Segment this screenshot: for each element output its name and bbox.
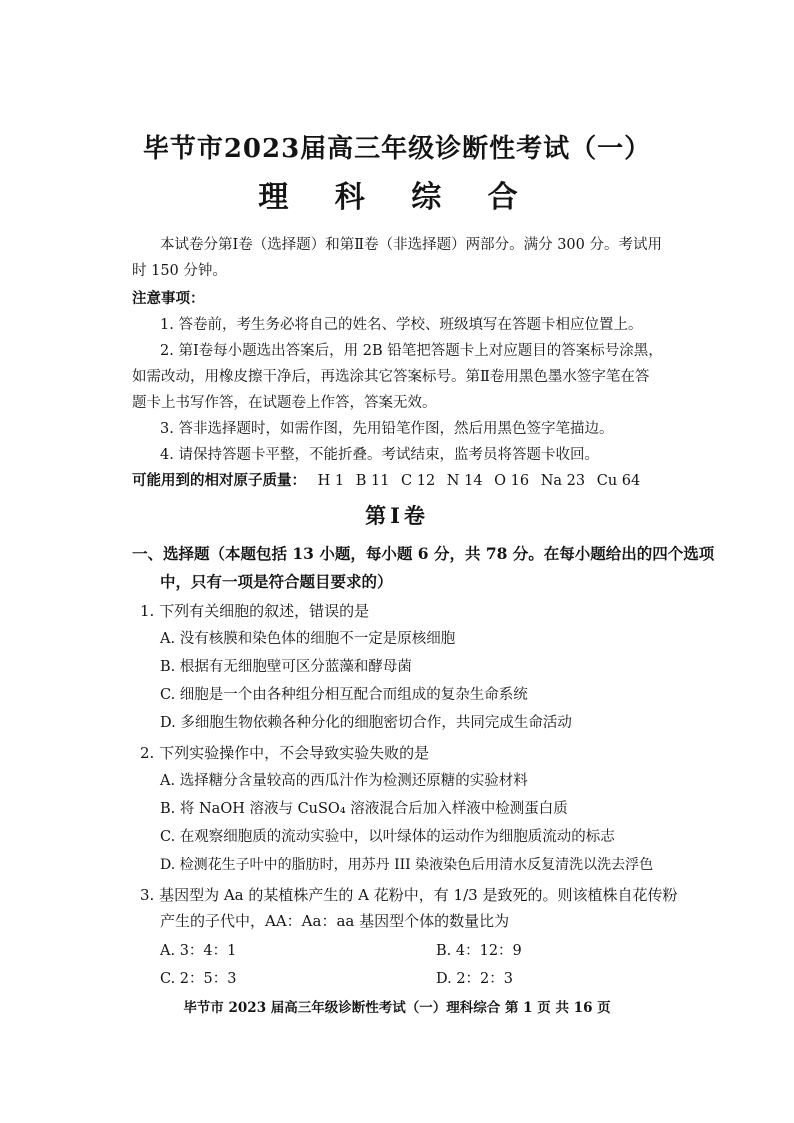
- question-3-option-d: D. 2：2：3: [436, 971, 514, 987]
- note-3: 3. 答非选择题时，如需作图，先用铅笔作图，然后用黑色签字笔描边。: [160, 421, 614, 437]
- question-1-option-a: A. 没有核膜和染色体的细胞不一定是原核细胞: [160, 631, 456, 647]
- question-2-option-d: D. 检测花生子叶中的脂肪时，用苏丹 III 染液染色后用清水反复清洗以洗去浮色: [160, 857, 654, 873]
- page-footer: 毕节市 2023 届高三年级诊断性考试（一）理科综合 第 1 页 共 16 页: [183, 1000, 611, 1016]
- atomic-mass-label: 可能用到的相对原子质量：: [132, 472, 306, 489]
- question-2-option-b: B. 将 NaOH 溶液与 CuSO₄ 溶液混合后加入样液中检测蛋白质: [160, 801, 568, 817]
- section-title: 第Ⅰ卷: [365, 503, 429, 528]
- question-1-option-c: C. 细胞是一个由各种组分相互配合而组成的复杂生命系统: [160, 687, 528, 703]
- atomic-mass-item: N 14: [446, 473, 483, 489]
- intro-line-2: 时 150 分钟。: [132, 263, 227, 279]
- part-heading-line-1: 一、选择题（本题包括 13 小题，每小题 6 分，共 78 分。在每小题给出的四个选项: [132, 544, 715, 563]
- part-heading-line-2: 中，只有一项是符合题目要求的）: [160, 572, 393, 591]
- atomic-mass-item: B 11: [355, 473, 390, 489]
- intro-line-1: 本试卷分第Ⅰ卷（选择题）和第Ⅱ卷（非选择题）两部分。满分 300 分。考试用: [160, 237, 662, 253]
- note-1: 1. 答卷前，考生务必将自己的姓名、学校、班级填写在答题卡相应位置上。: [160, 317, 643, 333]
- atomic-mass-item: H 1: [317, 473, 345, 489]
- question-3-stem-line-1: 3. 基因型为 Aa 的某植株产生的 A 花粉中，有 1/3 是致死的。则该植株自花传粉: [140, 886, 678, 904]
- atomic-mass-item: Cu 64: [596, 473, 641, 489]
- exam-subject-title: 理 科 综 合: [258, 180, 536, 215]
- question-3-option-a: A. 3：4：1: [160, 943, 237, 959]
- exam-title: 毕节市2023届高三年级诊断性考试（一）: [142, 134, 652, 164]
- atomic-mass-item: C 12: [401, 473, 436, 489]
- question-3-option-b: B. 4：12：9: [436, 943, 522, 959]
- note-2-line-2: 如需改动，用橡皮擦干净后，再选涂其它答案标号。第Ⅱ卷用黑色墨水签字笔在答: [132, 369, 650, 385]
- question-1-stem: 1. 下列有关细胞的叙述，错误的是: [140, 602, 370, 620]
- note-4: 4. 请保持答题卡平整，不能折叠。考试结束，监考员将答题卡收回。: [160, 447, 599, 463]
- note-2-line-1: 2. 第Ⅰ卷每小题选出答案后，用 2B 铅笔把答题卡上对应题目的答案标号涂黑，: [160, 343, 663, 359]
- notes-heading: 注意事项：: [132, 290, 205, 307]
- atomic-mass-item: O 16: [494, 473, 530, 489]
- question-3-stem-line-2: 产生的子代中，AA：Aa：aa 基因型个体的数量比为: [160, 912, 510, 930]
- question-1-option-b: B. 根据有无细胞壁可区分蓝藻和酵母菌: [160, 659, 412, 675]
- question-2-option-c: C. 在观察细胞质的流动实验中，以叶绿体的运动作为细胞质流动的标志: [160, 829, 615, 845]
- question-1-option-d: D. 多细胞生物依赖各种分化的细胞密切合作，共同完成生命活动: [160, 715, 572, 731]
- atomic-mass-item: Na 23: [540, 473, 586, 489]
- atomic-mass-row: [132, 474, 647, 489]
- note-2-line-3: 题卡上书写作答，在试题卷上作答，答案无效。: [132, 395, 437, 411]
- question-2-option-a: A. 选择糖分含量较高的西瓜汁作为检测还原糖的实验材料: [160, 773, 528, 789]
- question-2-stem: 2. 下列实验操作中，不会导致实验失败的是: [140, 744, 430, 762]
- question-3-option-c: C. 2：5：3: [160, 971, 237, 987]
